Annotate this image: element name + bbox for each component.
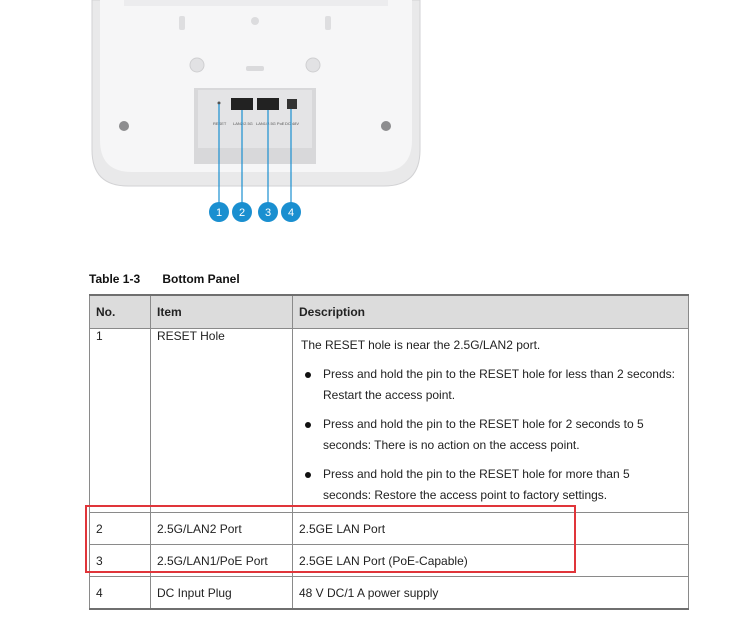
callout-1	[209, 202, 229, 222]
header-no: No.	[90, 295, 151, 329]
bullet-dot-icon	[305, 472, 311, 478]
highlight-box	[85, 505, 576, 573]
bullet-dot-icon	[305, 422, 311, 428]
svg-text:2: 2	[238, 207, 246, 219]
bullet-item	[301, 414, 680, 456]
table-number: Table 1-3	[89, 272, 141, 286]
header-description: Description	[293, 295, 689, 329]
cell-item: 2.5G/LAN1/PoE Port	[151, 545, 293, 577]
bullet-text: Press and hold the pin to the RESET hole for less than 2 seconds: Restart the access point.	[323, 367, 675, 402]
callout-2	[232, 202, 252, 222]
cell-no: 1	[90, 329, 151, 513]
bullet-item	[301, 464, 680, 506]
bullet-text: Press and hold the pin to the RESET hole for 2 seconds to 5 seconds: There is no action on the access point.	[323, 417, 644, 452]
lan1-poe-port	[257, 98, 279, 110]
table-header-row	[90, 295, 689, 329]
access-point-bottom-illustration	[0, 0, 753, 230]
cell-description: 48 V DC/1 A power supply	[293, 577, 689, 610]
cell-item: RESET Hole	[151, 329, 293, 513]
svg-text:1: 1	[215, 207, 223, 219]
table-row	[90, 577, 689, 610]
lan2-port	[231, 98, 253, 110]
description-intro: The RESET hole is near the 2.5G/LAN2 port.	[301, 338, 541, 352]
mount-slot	[325, 16, 331, 30]
callout-3	[258, 202, 278, 222]
header-item: Item	[151, 295, 293, 329]
cell-description	[293, 329, 689, 513]
bullet-text: Press and hold the pin to the RESET hole for more than 5 seconds: Restore the access point to factory settings.	[323, 467, 630, 502]
table-title: Bottom Panel	[162, 272, 240, 286]
bullet-item	[301, 364, 680, 406]
table-caption	[89, 272, 240, 286]
cell-item: 2.5G/LAN2 Port	[151, 513, 293, 545]
port-label-reset: RESET	[213, 121, 227, 126]
bullet-dot-icon	[305, 372, 311, 378]
cell-description: 2.5GE LAN Port (PoE-Capable)	[293, 545, 689, 577]
cell-item: DC Input Plug	[151, 577, 293, 610]
port-label-lan2: LAN2/2.5G	[233, 121, 253, 126]
dc-input-port	[287, 99, 297, 109]
svg-text:4: 4	[287, 207, 295, 219]
port-label-dc: DC 48V	[285, 121, 300, 126]
port-label-lan1: LAN1/2.5G PoE	[256, 121, 285, 126]
callout-4	[281, 202, 301, 222]
cell-description: 2.5GE LAN Port	[293, 513, 689, 545]
mount-slot	[179, 16, 185, 30]
table-row	[90, 329, 689, 513]
cell-no: 2	[90, 513, 151, 545]
cell-no: 3	[90, 545, 151, 577]
svg-text:3: 3	[264, 207, 272, 219]
cell-no: 4	[90, 577, 151, 610]
